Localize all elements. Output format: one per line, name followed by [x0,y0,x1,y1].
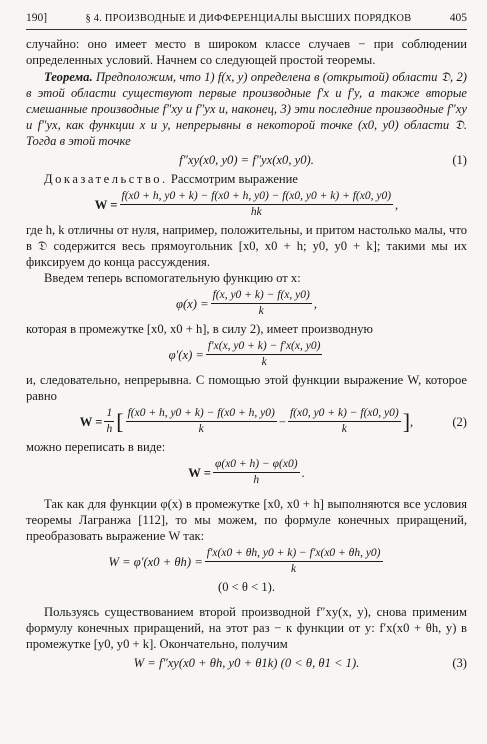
equation-W3-lhs: W = φ′(x0 + θh) = [108,554,203,569]
equation-1-number: (1) [452,153,467,167]
equation-W [26,190,467,219]
equation-3-number: (3) [452,656,467,670]
equation-W2-denominator: h [253,474,260,486]
equation-W2-fraction [213,458,300,487]
left-bracket: [ [116,408,124,434]
equation-W-denominator: hk [250,206,262,218]
equation-W-fraction [120,190,394,219]
equation-W-numerator: f(x0 + h, y0 + k) − f(x0 + h, y0) − f(x0, y0 + k) + f(x0, y0) [120,190,394,205]
equation-2-prefactor-numerator: 1 [104,407,114,422]
running-title: § 4. ПРОИЗВОДНЫЕ И ДИФФЕРЕНЦИАЛЫ ВЫСШИХ ПОРЯДКОВ [85,13,412,24]
equation-W-lhs: W = [94,197,118,212]
equation-W2-lhs: W = [188,465,211,480]
minus-sign: − [278,414,286,429]
equation-W2 [26,458,467,487]
paragraph-continuous: и, следовательно, непрерывна. С помощью этой функции выражение W, которое равно [26,373,467,403]
equation-phi-prime-numerator: f′x(x, y0 + k) − f′x(x, y0) [206,340,323,355]
equation-W2-tail: . [301,465,305,480]
paragraph-rewrite: можно переписать в виде: [26,440,166,454]
equation-W3-denominator: k [291,563,297,575]
equation-W3-condition [26,579,467,595]
equation-2-prefactor [104,407,114,436]
equation-phi-lhs: φ(x) = [175,296,209,311]
equation-phi-denominator: k [258,305,264,317]
equation-phi-prime [26,340,467,369]
proof-label: Доказательство. [44,172,168,186]
equation-W3-fraction [205,547,383,576]
equation-2-prefactor-denominator: h [106,423,113,435]
equation-2-fraction-1 [126,407,277,436]
paragraph-hk: где h, k отличны от нуля, например, положительны, и притом настолько малы, что в 𝔇 содержится весь прямоугольник [x0, x0 + h; y0, y0 + k]; такими мы их фиксируем до конца рассуждения. [26,223,467,269]
paragraph-aux: Введем теперь вспомогательную функцию от x: [44,271,301,285]
equation-3 [26,655,467,671]
equation-W2-numerator: φ(x0 + h) − φ(x0) [213,458,300,473]
right-bracket: ] [402,408,411,434]
equation-2-numerator-1: f(x0 + h, y0 + k) − f(x0 + h, y0) [126,407,277,422]
equation-W-tail: , [395,197,399,212]
equation-2: W = $\frac{1}{h}$ [ $\frac{f(x0 + h, y0 + k) - f(x0 + h, y0)}{k}$ − $\frac{f(x0, y0 + k) - f(x0, y0)}{k}$ ] , (2) [79,407,467,435]
theorem-text: Предположим, что 1) f(x, y) определена в (открытой) области 𝔇, 2) в этой области существуют первые производные f′x и f′y, а также вторые смешанные производные f″xy и f″yx и, наконец, 3) эти последние производные f″xy и f″yx, как функции x и y, непрерывны в некоторой точке (x0, y0) области 𝔇. Тогда в этой точке [26,70,467,148]
equation-phi [26,289,467,318]
equation-2-numerator-2: f(x0, y0 + k) − f(x0, y0) [288,407,401,422]
paragraph-derivative: которая в промежутке [x0, x0 + h], в силу 2), имеет производную [26,322,373,336]
equation-phi-fraction [211,289,312,318]
running-header [26,10,467,30]
equation-1-body: f″xy(x0, y0) = f″yx(x0, y0). [179,153,314,167]
equation-W3-condition-text: (0 < θ < 1). [218,580,275,594]
equation-phi-prime-denominator: k [261,356,267,368]
equation-phi-tail: , [313,296,317,311]
theorem [26,69,467,149]
theorem-label: Теорема. [44,70,93,84]
paragraph-lagrange: Так как для функции φ(x) в промежутке [x0, x0 + h] выполняются все условия теоремы Лагранжа [112], то мы можем, по формуле конечных приращений, преобразовать выражение W так: [26,497,467,543]
equation-2-denominator-1: k [198,423,204,435]
equation-2-denominator-2: k [341,423,347,435]
paragraph-intro: случайно: оно имеет место в широком классе случаев − при соблюдении определенных условий. Начнем со следующей простой теоремы. [26,37,467,67]
equation-2-lhs: W = [79,414,103,429]
section-ref: 190] [26,12,48,24]
equation-2-fraction-2 [288,407,401,436]
proof-text: Рассмотрим выражение [170,172,299,186]
equation-phi-prime-fraction [206,340,323,369]
equation-3-body: W = f″xy(x0 + θh, y0 + θ1k) (0 < θ, θ1 < 1). [133,656,360,670]
equation-W3-numerator: f′x(x0 + θh, y0 + k) − f′x(x0 + θh, y0) [205,547,383,562]
proof-intro [26,171,467,187]
equation-phi-prime-lhs: φ′(x) = [168,347,204,362]
equation-1 [26,152,467,168]
page-number: 405 [449,12,467,24]
equation-phi-numerator: f(x, y0 + k) − f(x, y0) [211,289,312,304]
equation-2-number: (2) [452,414,467,429]
paragraph-second-derivative: Пользуясь существованием второй производной f″xy(x, y), снова применим формулу конечных приращений, на этот раз − к функции от y: f′x(x0 + θh, y) в промежутке [y0, y0 + k]. Окончательно, получим [26,605,467,651]
equation-W3 [26,547,467,576]
